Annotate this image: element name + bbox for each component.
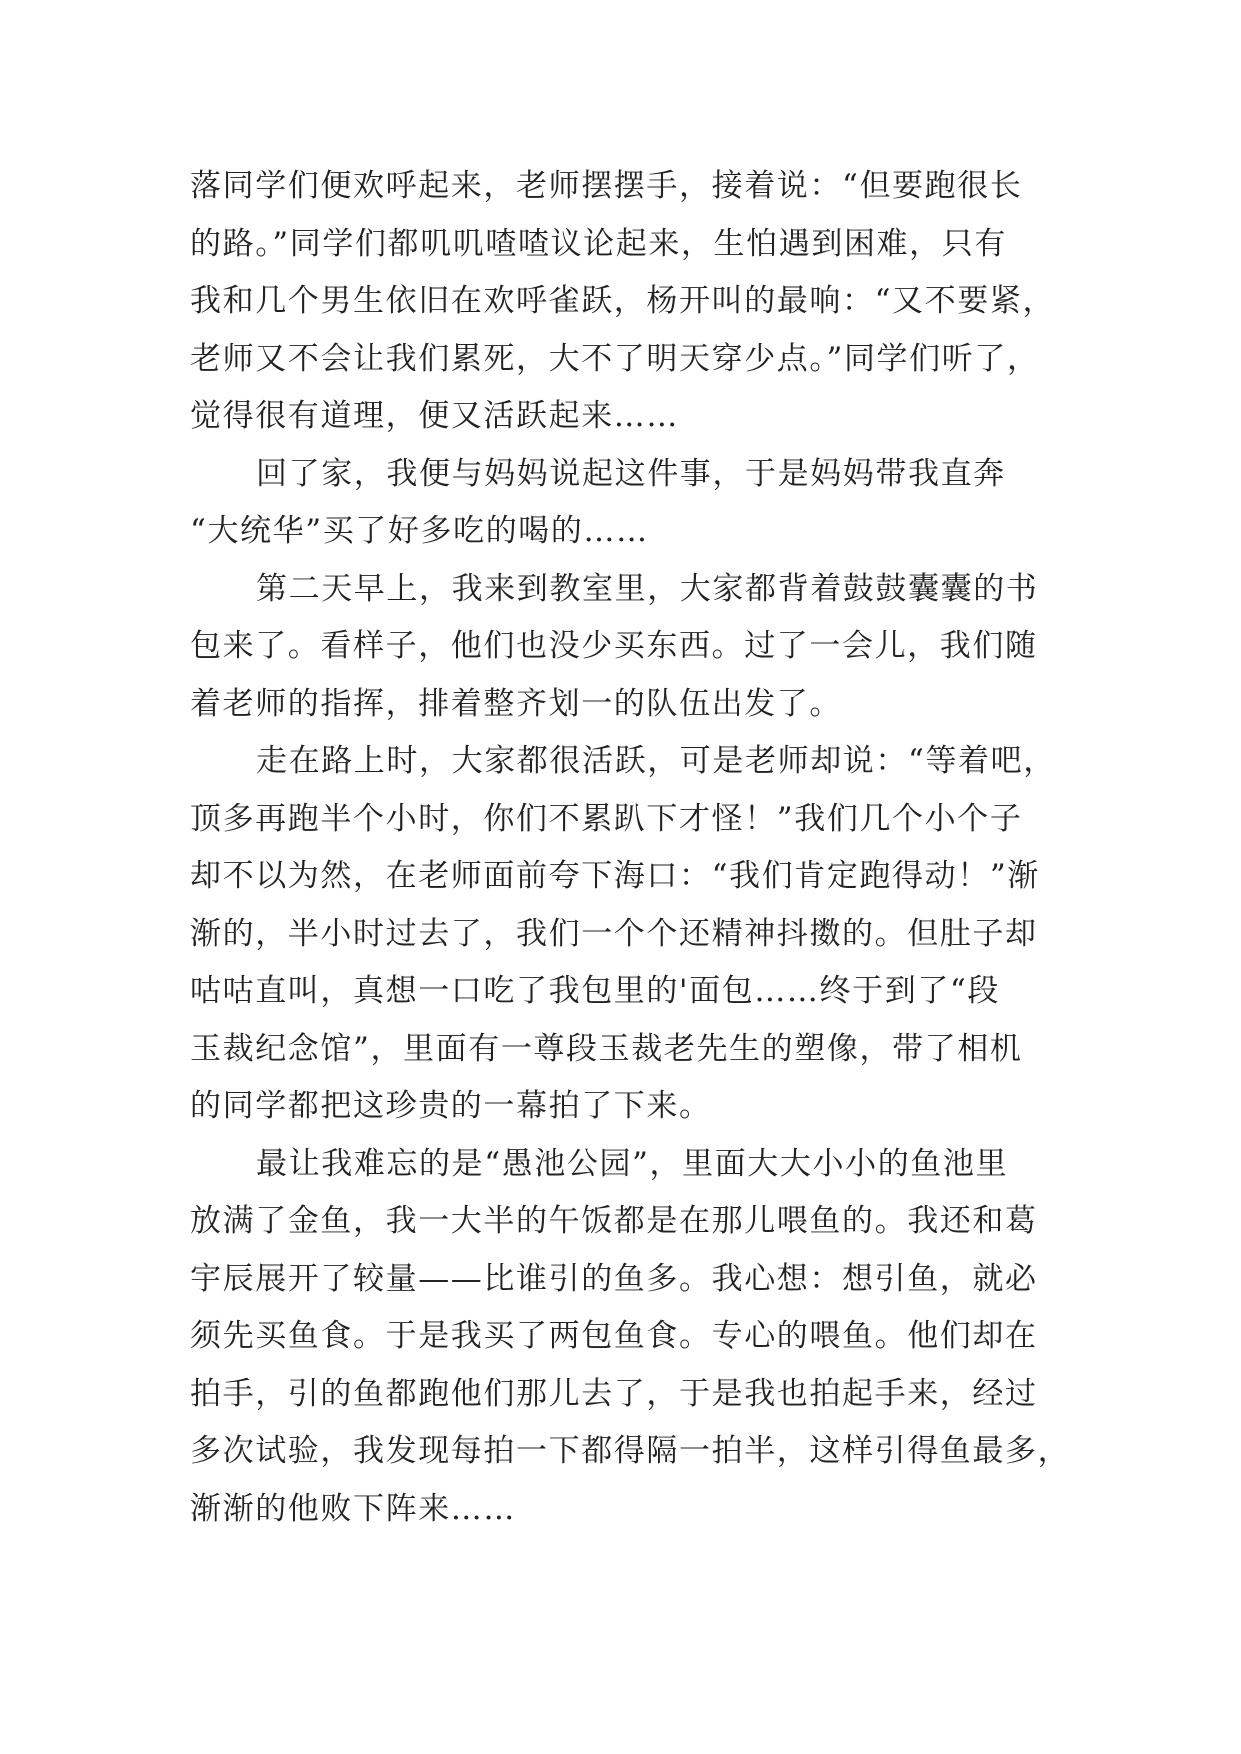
text-line: “大统华”买了好多吃的喝的……	[190, 513, 649, 549]
essay-body	[190, 158, 1070, 1538]
text-line: 咕咕直叫，真想一口吃了我包里的'面包……终于到了“段	[190, 973, 1000, 1009]
text-line: 我和几个男生依旧在欢呼雀跃，杨开叫的最响：“又不要紧，	[190, 283, 1056, 319]
text-line: 渐渐的他败下阵来……	[190, 1490, 516, 1527]
text-line: 玉裁纪念馆”，里面有一尊段玉裁老先生的塑像，带了相机	[190, 1030, 1023, 1067]
text-line: 放满了金鱼，我一大半的午饭都是在那儿喂鱼的。我还和葛	[190, 1203, 1038, 1239]
text-line: 老师又不会让我们累死，大不了明天穿少点。”同学们听了，	[190, 340, 1040, 377]
text-line: 的同学都把这珍贵的一幕拍了下来。	[190, 1088, 712, 1124]
text-line: 觉得很有道理，便又活跃起来……	[190, 398, 679, 434]
paragraph-start-line: 最让我难忘的是“愚池公园”，里面大大小小的鱼池里	[256, 1145, 1009, 1182]
text-line: 多次试验，我发现每拍一下都得隔一拍半，这样引得鱼最多，	[190, 1433, 1071, 1469]
paragraph-start-line: 第二天早上，我来到教室里，大家都背着鼓鼓囊囊的书	[256, 570, 1039, 607]
text-line: 渐的，半小时过去了，我们一个个还精神抖擞的。但肚子却	[190, 915, 1038, 952]
text-line: 拍手，引的鱼都跑他们那儿去了，于是我也拍起手来，经过	[190, 1375, 1038, 1412]
paragraph-start-line: 回了家，我便与妈妈说起这件事，于是妈妈带我直奔	[256, 455, 1006, 492]
text-line: 却不以为然，在老师面前夸下海口：“我们肯定跑得动！”渐	[190, 858, 1040, 894]
text-line: 包来了。看样子，他们也没少买东西。过了一会儿，我们随	[190, 628, 1038, 664]
text-line: 着老师的指挥，排着整齐划一的队伍出发了。	[190, 685, 842, 722]
text-line: 顶多再跑半个小时，你们不累趴下才怪！”我们几个小个子	[190, 800, 1023, 837]
paragraph-start-line: 走在路上时，大家都很活跃，可是老师却说：“等着吧，	[256, 743, 1056, 779]
text-line: 落同学们便欢呼起来，老师摆摆手，接着说：“但要跑很长	[190, 168, 1023, 204]
text-line: 的路。”同学们都叽叽喳喳议论起来，生怕遇到困难，只有	[190, 225, 1007, 262]
text-line: 宇辰展开了较量——比谁引的鱼多。我心想：想引鱼，就必	[190, 1260, 1038, 1297]
text-line: 须先买鱼食。于是我买了两包鱼食。专心的喂鱼。他们却在	[190, 1318, 1038, 1354]
